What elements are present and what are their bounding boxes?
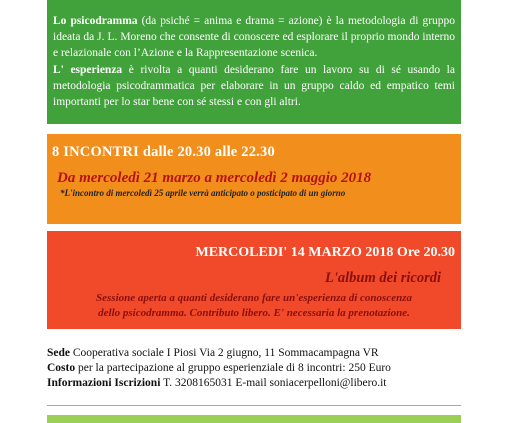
evento-section <box>47 231 461 329</box>
costo-text: per la partecipazione al gruppo esperienziale di 8 incontri: 250 Euro <box>78 362 391 374</box>
bottom-bar <box>47 415 461 423</box>
costo-line <box>47 361 467 376</box>
evento-title: L'album dei ricordi <box>325 270 441 286</box>
sede-label: Sede <box>47 347 70 359</box>
informazioni-line <box>47 376 467 391</box>
intro-section <box>47 0 461 124</box>
esperienza-paragraph <box>53 62 455 110</box>
evento-heading: MERCOLEDI' 14 MARZO 2018 Ore 20.30 <box>195 245 455 260</box>
sede-text: Cooperativa sociale I Piosi Via 2 giugno, 11 Sommacampagna VR <box>72 347 379 359</box>
psicodramma-definition: (da psiché = anima e drama = azione) <box>141 15 323 27</box>
psicodramma-title: Lo psicodramma <box>53 15 138 27</box>
costo-label: Costo <box>47 362 76 374</box>
incontri-section <box>47 134 461 224</box>
sede-line <box>47 346 467 361</box>
divider-line <box>47 405 461 406</box>
informazioni-label: Informazioni Iscrizioni <box>47 377 161 389</box>
incontri-note: *L'incontro di mercoledì 25 aprile verrà anticipato o posticipato di un giorno <box>60 188 346 198</box>
informazioni-text: T. 3208165031 E-mail soniacerpelloni@libero.it <box>163 377 387 389</box>
psicodramma-paragraph <box>53 13 455 61</box>
evento-line-1: Sessione aperta a quanti desiderano fare un'esperienza di conoscenza <box>96 292 412 304</box>
incontri-dates: Da mercoledì 21 marzo a mercoledì 2 maggio 2018 <box>57 170 372 186</box>
psicodramma-text: è la metodologia di gruppo ideata da J. L. Moreno che consente di conoscere ed esplorare il proprio mondo interno e relazionale con l’Azione e la Rappresentazione scenica. <box>53 15 456 59</box>
evento-line-2: dello psicodramma. Contributo libero. E' necessaria la prenotazione. <box>98 307 410 319</box>
evento-description <box>53 291 455 321</box>
esperienza-text: è rivolta a quanti desiderano fare un lavoro su di sé usando la metodologia psicodrammatica per elaborare in un gruppo caldo ed empatico temi importanti per lo star bene con sé stessi e con gli altri. <box>53 64 455 108</box>
incontri-heading: 8 INCONTRI dalle 20.30 alle 22.30 <box>52 144 275 160</box>
esperienza-title: L' esperienza <box>53 64 123 76</box>
info-section <box>47 346 467 391</box>
